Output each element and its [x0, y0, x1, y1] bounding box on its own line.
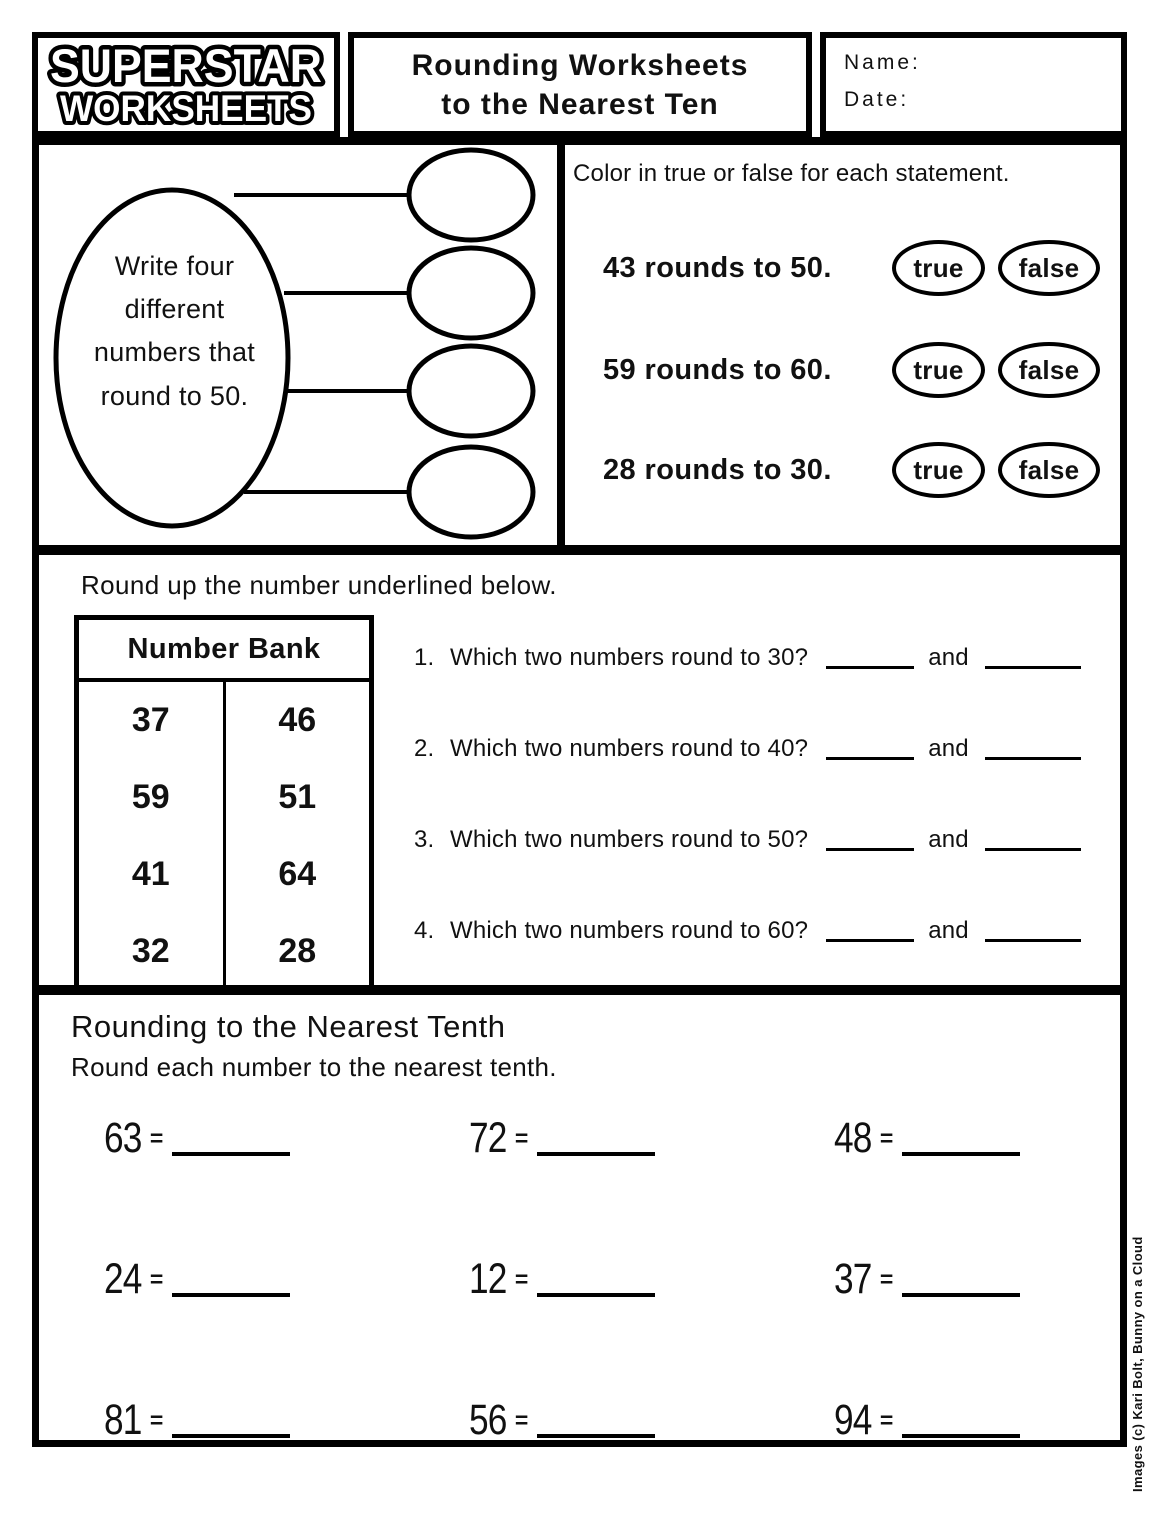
statement: 59 rounds to 60. [603, 353, 832, 386]
problem [432, 1254, 797, 1304]
section-middle [39, 545, 1120, 985]
question-number: 4. [414, 917, 435, 944]
title-line2: to the Nearest Ten [441, 87, 719, 121]
bank-number: 37 [131, 701, 170, 739]
false-choice-1[interactable]: false [998, 240, 1100, 296]
answer-blank-4a[interactable] [826, 920, 914, 942]
question-row-4 [414, 913, 1102, 945]
true-false-panel [565, 145, 1120, 545]
question-row-2 [414, 731, 1102, 763]
image-credit: Images (c) Kari Bolt, Bunny on a Cloud [1130, 1236, 1145, 1492]
bank-number: 59 [131, 778, 170, 816]
problem-number: 48 [834, 1114, 872, 1163]
problem-blank-3[interactable] [902, 1146, 1020, 1156]
bank-number: 32 [131, 932, 170, 970]
vertical-divider [557, 145, 565, 545]
middle-instruction: Round up the number underlined below. [81, 570, 557, 600]
problem [67, 1395, 432, 1445]
section-bottom [39, 985, 1120, 1445]
statement: 28 rounds to 30. [603, 453, 832, 486]
worksheet-page [32, 32, 1127, 1447]
problem-number: 12 [469, 1255, 507, 1304]
true-choice-2[interactable]: true [892, 342, 985, 398]
question-row-1 [414, 640, 1102, 672]
bottom-heading: Rounding to the Nearest Tenth [71, 1009, 506, 1044]
worksheet-title [348, 32, 812, 137]
number-bank-title: Number Bank [79, 620, 369, 682]
date-field[interactable] [844, 88, 1121, 112]
bubble-map-prompt: Write four different numbers that round to 50. [93, 251, 256, 411]
answer-blank-1a[interactable] [826, 647, 914, 669]
problem-number: 24 [104, 1255, 142, 1304]
answer-blank-1b[interactable] [985, 647, 1081, 669]
problem-number: 37 [834, 1255, 872, 1304]
logo [32, 32, 340, 137]
problem-blank-8[interactable] [537, 1428, 655, 1438]
problem-number: 94 [834, 1396, 872, 1445]
problem-blank-7[interactable] [172, 1428, 290, 1438]
superstar-worksheets-logo [40, 39, 332, 131]
problem-number: 72 [469, 1114, 507, 1163]
date-label: Date: [844, 88, 910, 111]
bank-number: 46 [278, 701, 317, 739]
true-false-row [603, 240, 1100, 296]
problem-blank-9[interactable] [902, 1428, 1020, 1438]
problem [797, 1395, 1112, 1445]
number-bank [74, 615, 374, 995]
section-top [39, 145, 1120, 545]
answer-blank-2b[interactable] [985, 738, 1081, 760]
true-choice-1[interactable]: true [892, 240, 985, 296]
question-number: 2. [414, 735, 435, 762]
false-choice-2[interactable]: false [998, 342, 1100, 398]
bottom-instruction: Round each number to the nearest tenth. [71, 1052, 557, 1082]
name-field[interactable] [844, 51, 1121, 75]
problem [432, 1113, 797, 1163]
question-text: Which two numbers round to 60? [450, 917, 809, 944]
question-text: Which two numbers round to 50? [450, 826, 809, 853]
and-label: and [928, 735, 969, 762]
answer-blank-2a[interactable] [826, 738, 914, 760]
equals-sign: = [514, 1125, 529, 1151]
and-label: and [928, 826, 969, 853]
true-false-row [603, 442, 1100, 498]
true-false-row [603, 342, 1100, 398]
true-false-instruction: Color in true or false for each statement. [573, 160, 1010, 187]
bank-number: 64 [278, 855, 317, 893]
equals-sign: = [514, 1407, 529, 1433]
bank-number: 51 [278, 778, 317, 816]
problem-blank-4[interactable] [172, 1287, 290, 1297]
logo-line2: WORKSHEETS [60, 87, 312, 129]
equals-sign: = [879, 1407, 894, 1433]
and-label: and [928, 917, 969, 944]
answer-oval-3[interactable] [409, 346, 533, 436]
answer-blank-3b[interactable] [985, 829, 1081, 851]
bank-number: 28 [278, 932, 317, 970]
logo-line1: SUPERSTAR [50, 38, 322, 92]
name-label: Name: [844, 51, 921, 74]
problem-number: 63 [104, 1114, 142, 1163]
problem [797, 1113, 1112, 1163]
problem-blank-1[interactable] [172, 1146, 290, 1156]
questions-list [414, 640, 1102, 1004]
equals-sign: = [879, 1125, 894, 1151]
answer-oval-1[interactable] [409, 150, 533, 240]
equals-sign: = [879, 1266, 894, 1292]
equals-sign: = [149, 1125, 164, 1151]
question-number: 1. [414, 644, 435, 671]
problem [432, 1395, 797, 1445]
bubble-map [39, 145, 557, 545]
problems-row-1 [67, 1113, 1112, 1163]
problem-blank-2[interactable] [537, 1146, 655, 1156]
bank-number: 41 [131, 855, 170, 893]
question-text: Which two numbers round to 40? [450, 735, 809, 762]
equals-sign: = [149, 1266, 164, 1292]
problem [67, 1113, 432, 1163]
answer-oval-2[interactable] [409, 248, 533, 338]
problems-grid [67, 1113, 1112, 1536]
question-row-3 [414, 822, 1102, 854]
main-frame [32, 137, 1127, 1447]
problems-row-3 [67, 1395, 1112, 1445]
header [32, 32, 1127, 137]
name-date-box [820, 32, 1127, 137]
equals-sign: = [514, 1266, 529, 1292]
statement: 43 rounds to 50. [603, 251, 832, 284]
question-text: Which two numbers round to 30? [450, 644, 809, 671]
problem-blank-6[interactable] [902, 1287, 1020, 1297]
problem-number: 81 [104, 1396, 142, 1445]
equals-sign: = [149, 1407, 164, 1433]
problem [797, 1254, 1112, 1304]
problem-number: 56 [469, 1396, 507, 1445]
and-label: and [928, 644, 969, 671]
problem-blank-5[interactable] [537, 1287, 655, 1297]
false-choice-3[interactable]: false [998, 442, 1100, 498]
answer-blank-3a[interactable] [826, 829, 914, 851]
problem [67, 1254, 432, 1304]
true-choice-3[interactable]: true [892, 442, 985, 498]
answer-oval-4[interactable] [409, 447, 533, 537]
question-number: 3. [414, 826, 435, 853]
problems-row-2 [67, 1254, 1112, 1304]
answer-blank-4b[interactable] [985, 920, 1081, 942]
title-line1: Rounding Worksheets [411, 48, 749, 82]
